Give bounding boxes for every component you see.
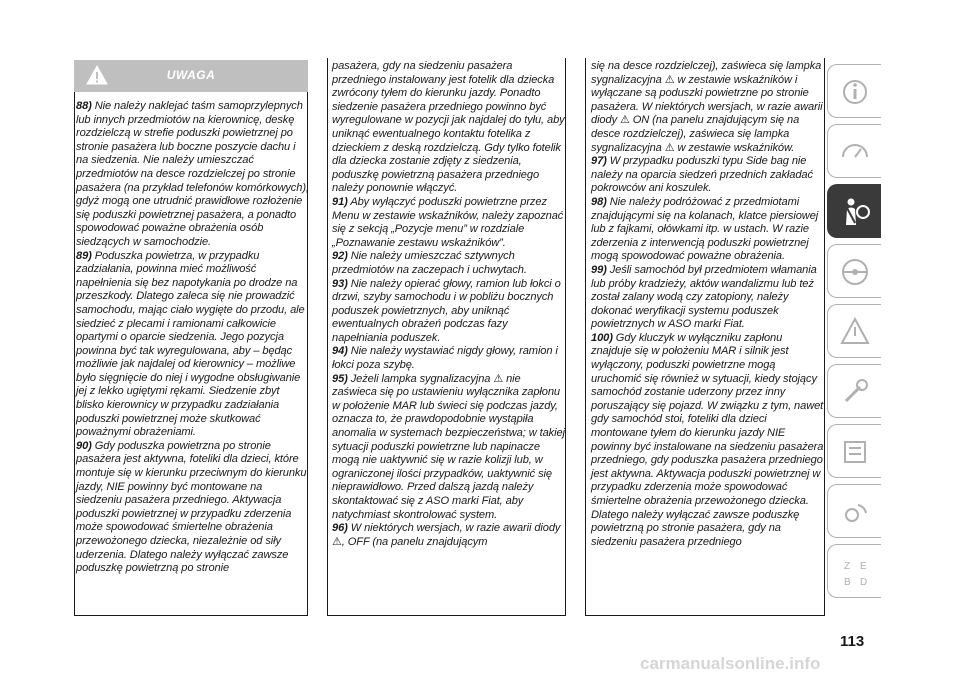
svg-text:D: D <box>860 577 868 588</box>
text-column-3 <box>591 60 825 549</box>
watermark: carmanualsonline.info <box>640 654 821 673</box>
paragraph: 96) W niektórych wersjach, w razie awarii diody ⚠, OFF (na panelu znajdującym <box>332 522 561 548</box>
paragraph: 100) Gdy kluczyk w wyłączniku zapłonu znajduje się w położeniu MAR i silnik jest wyłączony, poduszki powietrzne mogą uruchomić się również w sytuacji, kiedy stojący samochód zostanie uderzony przez inny poruszający się pojazd. W związku z tym, nawet gdy samochód stoi, foteliki dla dzieci montowane tyłem do kierunku jazdy NIE powinny być instalowane na siedzeniu pasażera przedniego, gdy poduszka pasażera przedniego jest aktywna. Aktywacja poduszki powietrznej w przypadku zderzenia może spowodować śmiertelne obrażenia przewożonego dziecka. Dlatego należy wyłączać zawsze poduszkę powietrzną po stronie pasażera, gdy na siedzeniu pasażera przedniego <box>591 331 824 548</box>
tab-safety[interactable] <box>827 184 881 238</box>
paragraph: 94) Nie należy wystawiać nigdy głowy, ramion i łokci poza szybę. <box>332 345 558 372</box>
paragraph: 98) Nie należy podróżować z przedmiotami znajdującymi się na kolanach, klatce piersiowej lub z fajkami, ołówkami itp. w ustach. W razie zderzenia z interwencją poduszki powietrznej mogą spowodować poważne obrażenia. <box>591 195 819 263</box>
paragraph: 99) Jeśli samochód był przedmiotem włamania lub próby kradzieży, aktów wandalizmu lub też został zalany wodą czy zatopiony, należy dokonać weryfikacji systemu poduszek powietrznych w ASO marki Fiat. <box>591 263 817 331</box>
paragraph: 90) Gdy poduszka powietrzna po stronie pasażera jest aktywna, foteliki dla dzieci, które montuje się w kierunku przeciwnym do kierunku jazdy, NIE powinny być montowane na siedzeniu pasażera przedniego. Aktywacja poduszki powietrznej w przypadku zderzenia może spowodować śmiertelne obrażenia przewożonego dziecka, niezależnie od siły uderzenia. Dlatego należy wyłączać zawsze poduszkę powietrzną po stronie <box>76 439 307 575</box>
steering-wheel-icon <box>838 255 872 289</box>
paragraph: 93) Nie należy opierać głowy, ramion lub łokci o drzwi, szyby samochodu i w pobliżu bocznych poduszek powietrznych, aby uniknąć ewentualnych obrażeń podczas fazy napełniania poduszek. <box>332 277 561 344</box>
text-column-1 <box>76 100 310 576</box>
tab-maintenance[interactable] <box>827 364 881 418</box>
paragraph: pasażera, gdy na siedzeniu pasażera przedniego instalowany jest fotelik dla dziecka zwrócony tyłem do kierunku jazdy. Ponadto siedzenie pasażera przedniego powinno być wyregulowane w pozycji jak najdalej do tyłu, aby uniknąć ewentualnego kontaktu fotelika z dzieckiem z deską rozdzielczą. Gdy tylko fotelik dla dziecka zostanie zdjęty z siedzenia, poduszkę powietrzną pasażera przedniego należy ponownie włączyć. <box>332 60 565 195</box>
svg-text:E: E <box>860 561 867 572</box>
paragraph: 92) Nie należy umieszczać sztywnych przedmiotów na zaczepach i uchwytach. <box>332 250 527 276</box>
multimedia-icon <box>838 495 872 529</box>
tab-technical-data[interactable] <box>827 424 881 478</box>
text-column-2 <box>332 60 566 549</box>
page-number: 113 <box>840 633 865 650</box>
seatbelt-airbag-icon <box>838 195 872 229</box>
tab-starting[interactable] <box>827 244 881 298</box>
paragraph: 89) Poduszka powietrza, w przypadku zadziałania, powinna mieć możliwość napełnienia się bez napotykania po drodze na przeszkody. Dlatego zaleca się nie prowadzić samochodu, mając ciało wygięte do przodu, ale siedzieć z plecami i ramionami całkowicie opartymi o oparcie siedzenia. Jego pozycja powinna być tak wyregulowana, aby – będąc możliwie jak najdalej od kierownicy – możliwe było sięgnięcie do niej i wygodne obsługiwanie jej z lekko ugiętymi rękami. Siedzenie zbyt blisko kierownicy w przypadku zadziałania poduszki powietrznej może skutkować poważnymi obrażeniami. <box>76 249 305 439</box>
car-info-icon <box>838 75 872 109</box>
paragraph: 88) Nie należy naklejać taśm samoprzylepnych lub innych przedmiotów na kierownicę, deskę rozdzielczą w strefie poduszki powietrznej po stronie pasażera lub boczne poszycie dachu i na siedzenia. Nie należy umieszczać przedmiotów na desce rozdzielczej po stronie pasażera (na przykład telefonów komórkowych), gdyż mogą one utrudnić prawidłowe rozłożenie się poduszki powietrznej pasażera, a ponadto spowodować poważne obrażenia osób siedzących w samochodzie. <box>76 100 309 248</box>
warning-title: UWAGA <box>166 68 216 82</box>
tab-dashboard[interactable] <box>827 124 881 178</box>
svg-text:Z: Z <box>844 561 851 572</box>
svg-text:B: B <box>844 577 851 588</box>
warning-header <box>74 60 308 92</box>
emergency-icon <box>838 315 872 349</box>
tab-multimedia[interactable] <box>827 484 881 538</box>
paragraph: 95) Jeżeli lampka sygnalizacyjna ⚠ nie zaświeca się po ustawieniu wyłącznika zapłonu w położenie MAR lub świeci się podczas jazdy, oznacza to, że prawdopodobnie wystąpiła anomalia w systemach bezpieczeństwa; w takiej sytuacji poduszki powietrzne lub napinacze mogą nie uaktywnić się w razie kolizji lub, w ograniczonej ilości przypadków, uaktywnić się nieprawidłowo. Przed dalszą jazdą należy skontaktować się z ASO marki Fiat, aby natychmiast skontrolować system. <box>332 372 565 521</box>
technical-data-icon <box>838 435 872 469</box>
tab-car-info[interactable] <box>827 64 881 118</box>
paragraph: 97) W przypadku poduszki typu Side bag nie należy na oparcia siedzeń przednich zakładać pokrowców ani koszulek. <box>591 155 813 195</box>
paragraph: się na desce rozdzielczej), zaświeca się lampka sygnalizacyjna ⚠ w zestawie wskaźników i wyłączane są poduszki powietrzne po stronie pasażera. W niektórych wersjach, w razie awarii diody ⚠ ON (na panelu znajdującym się na desce rozdzielczej), zaświeca się lampka sygnalizacyjna ⚠ w zestawie wskaźników. <box>591 60 823 154</box>
dashboard-icon <box>838 135 872 169</box>
wrench-icon <box>838 375 872 409</box>
paragraph: 91) Aby wyłączyć poduszki powietrzne przez Menu w zestawie wskaźników, należy zapoznać się z sekcją „Pozycje menu” w rozdziale „Poznawanie zestawu wskaźników”. <box>332 195 564 249</box>
tab-index[interactable] <box>827 544 881 598</box>
tab-emergency[interactable] <box>827 304 881 358</box>
index-letters-icon <box>838 555 872 589</box>
